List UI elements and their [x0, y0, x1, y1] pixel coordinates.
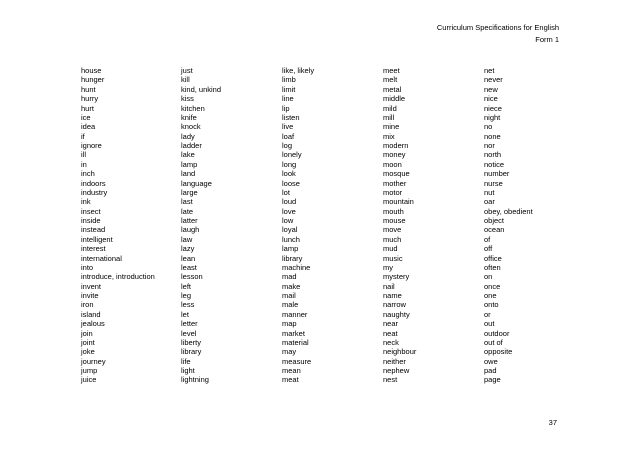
word-entry: neat [383, 328, 398, 338]
word-entry: middle [383, 94, 406, 104]
word-entry: latter [181, 216, 198, 225]
word-entry: often [484, 262, 501, 272]
word-entry: nurse [484, 178, 503, 188]
word-entry: nephew [383, 366, 410, 375]
word-entry: machine [282, 262, 311, 272]
word-entry: lot [282, 187, 290, 197]
word-entry: nice [484, 94, 498, 104]
word-entry: male [282, 300, 299, 310]
word-entry: library [282, 253, 303, 263]
word-entry: island [81, 309, 101, 319]
word-entry: mud [383, 244, 398, 254]
word-entry: page [484, 375, 501, 385]
word-entry: market [282, 328, 305, 338]
word-entry: may [282, 347, 297, 357]
word-entry: light [181, 366, 195, 375]
word-entry: on [484, 272, 493, 282]
word-entry: if [81, 131, 85, 141]
word-entry: library [181, 347, 202, 357]
word-entry: mad [282, 272, 297, 282]
word-entry: juice [81, 375, 97, 385]
word-entry: look [282, 169, 296, 179]
word-entry: introduce, introduction [81, 272, 155, 282]
word-entry: line [282, 94, 294, 104]
word-entry: least [181, 262, 197, 272]
word-entry: leg [181, 291, 192, 300]
word-entry: pad [484, 366, 497, 375]
word-entry: invent [81, 281, 102, 291]
word-entry: no [484, 122, 493, 132]
word-entry: join [81, 328, 93, 338]
word-column-2 [181, 66, 281, 385]
word-column-3 [282, 66, 382, 385]
word-entry: last [181, 197, 193, 207]
word-entry: invite [81, 291, 99, 300]
word-entry: map [282, 319, 297, 329]
word-entry: hurry [81, 94, 99, 104]
word-entry: mix [383, 131, 395, 141]
word-entry: metal [383, 84, 402, 94]
word-entry: much [383, 234, 402, 244]
word-entry: mountain [383, 197, 414, 207]
word-entry: loaf [282, 131, 295, 141]
word-entry: level [181, 328, 197, 338]
word-entry: lightning [181, 375, 209, 385]
word-entry: notice [484, 159, 505, 169]
word-entry: hunger [81, 75, 105, 85]
word-entry: intelligent [81, 234, 113, 244]
word-entry: left [181, 281, 192, 291]
word-column-1 [81, 66, 181, 385]
word-entry: mouth [383, 206, 404, 216]
word-entry: meat [282, 375, 299, 385]
word-entry: neither [383, 356, 406, 366]
word-entry: never [484, 75, 503, 85]
word-entry: house [81, 66, 102, 75]
word-entry: lazy [181, 244, 195, 254]
word-entry: jump [81, 366, 98, 375]
word-entry: mouse [383, 216, 406, 225]
word-entry: iron [81, 300, 94, 310]
word-entry: life [181, 356, 191, 366]
word-entry: material [282, 337, 309, 347]
word-entry: lake [181, 150, 195, 160]
word-entry: meet [383, 66, 400, 75]
word-entry: number [484, 169, 510, 179]
word-entry: law [181, 234, 193, 244]
word-entry: mill [383, 112, 395, 122]
word-entry: nail [383, 281, 395, 291]
word-entry: moon [383, 159, 402, 169]
word-entry: new [484, 84, 498, 94]
word-column-4 [383, 66, 483, 385]
word-entry: out of [484, 337, 503, 347]
word-entry: idea [81, 122, 96, 132]
word-entry: industry [81, 187, 108, 197]
word-entry: mosque [383, 169, 410, 179]
word-entry: listen [282, 112, 300, 122]
page-number: 37 [548, 418, 557, 427]
word-entry: lip [282, 103, 290, 113]
word-entry: land [181, 169, 196, 179]
word-entry: or [484, 309, 491, 319]
word-entry: oar [484, 197, 495, 207]
word-entry: jealous [81, 319, 105, 329]
word-entry: modern [383, 141, 409, 150]
word-entry: manner [282, 309, 308, 319]
word-entry: joke [81, 347, 95, 357]
word-entry: kiss [181, 94, 194, 104]
word-entry: onto [484, 300, 499, 310]
word-entry: lady [181, 131, 195, 141]
word-entry: love [282, 206, 296, 216]
word-entry: ignore [81, 141, 102, 150]
word-entry: motor [383, 187, 403, 197]
word-entry: naughty [383, 309, 410, 319]
word-entry: mystery [383, 272, 410, 282]
word-entry: live [282, 122, 294, 132]
word-entry: like, likely [282, 66, 315, 75]
word-entry: language [181, 178, 212, 188]
word-entry: outdoor [484, 328, 510, 338]
header-subtitle: Form 1 [535, 35, 559, 44]
word-entry: office [484, 253, 502, 263]
word-entry: name [383, 291, 402, 300]
word-entry: late [181, 206, 194, 216]
word-entry: let [181, 309, 189, 319]
word-entry: ink [81, 197, 91, 207]
word-entry: obey, obedient [484, 206, 533, 216]
word-entry: measure [282, 356, 312, 366]
word-entry: journey [81, 356, 106, 366]
word-entry: ladder [181, 141, 202, 150]
word-entry: limit [282, 84, 296, 94]
word-entry: kitchen [181, 103, 205, 113]
word-entry: night [484, 112, 501, 122]
word-entry: one [484, 291, 497, 300]
word-entry: mail [282, 291, 296, 300]
word-entry: indoors [81, 178, 106, 188]
word-entry: lonely [282, 150, 302, 160]
word-entry: kind, unkind [181, 84, 222, 94]
word-entry: object [484, 216, 505, 225]
word-entry: neck [383, 337, 399, 347]
word-entry: of [484, 234, 491, 244]
word-entry: out [484, 319, 495, 329]
word-entry: loud [282, 197, 297, 207]
word-entry: in [81, 159, 87, 169]
word-entry: mean [282, 366, 301, 375]
word-entry: nest [383, 375, 398, 385]
word-entry: niece [484, 103, 502, 113]
word-entry: instead [81, 225, 106, 235]
word-column-5 [484, 66, 584, 385]
word-entry: narrow [383, 300, 406, 310]
word-entry: nor [484, 141, 495, 150]
word-entry: north [484, 150, 502, 160]
word-entry: kill [181, 75, 190, 85]
word-entry: nut [484, 187, 495, 197]
word-entry: log [282, 141, 293, 150]
word-entry: none [484, 131, 501, 141]
word-entry: mine [383, 122, 400, 132]
word-entry: ill [81, 150, 86, 160]
word-entry: hunt [81, 84, 96, 94]
word-entry: insect [81, 206, 101, 216]
word-entry: knife [181, 112, 197, 122]
word-entry: lean [181, 253, 196, 263]
word-entry: melt [383, 75, 398, 85]
word-entry: into [81, 262, 94, 272]
word-entry: move [383, 225, 402, 235]
word-entry: loose [282, 178, 300, 188]
word-entry: my [383, 262, 393, 272]
word-entry: once [484, 281, 501, 291]
word-entry: just [181, 66, 193, 75]
word-entry: music [383, 253, 403, 263]
word-entry: international [81, 253, 122, 263]
word-entry: opposite [484, 347, 513, 357]
word-entry: ice [81, 112, 91, 122]
word-entry: lamp [282, 244, 299, 254]
word-entry: interest [81, 244, 106, 254]
word-entry: letter [181, 319, 198, 329]
word-entry: net [484, 66, 495, 75]
word-entry: knock [181, 122, 201, 132]
word-entry: near [383, 319, 399, 329]
word-entry: lunch [282, 234, 300, 244]
word-entry: loyal [282, 225, 298, 235]
word-entry: lamp [181, 159, 198, 169]
word-entry: off [484, 244, 493, 254]
page-header [437, 22, 559, 46]
word-entry: joint [81, 337, 95, 347]
word-entry: hurt [81, 103, 94, 113]
word-entry: large [181, 187, 198, 197]
word-entry: lesson [181, 272, 203, 282]
word-entry: limb [282, 75, 296, 85]
word-entry: neighbour [383, 347, 417, 357]
word-entry: liberty [181, 337, 202, 347]
word-entry: money [383, 150, 406, 160]
word-entry: mild [383, 103, 397, 113]
word-entry: inch [81, 169, 95, 179]
header-title: Curriculum Specifications for English [436, 23, 559, 32]
word-entry: inside [81, 216, 101, 225]
word-entry: long [282, 159, 297, 169]
word-entry: owe [484, 356, 498, 366]
word-entry: make [282, 281, 301, 291]
word-entry: laugh [181, 225, 200, 235]
word-entry: mother [383, 178, 407, 188]
word-entry: low [282, 216, 294, 225]
word-list [81, 66, 561, 386]
word-entry: ocean [484, 225, 505, 235]
word-entry: less [181, 300, 195, 310]
